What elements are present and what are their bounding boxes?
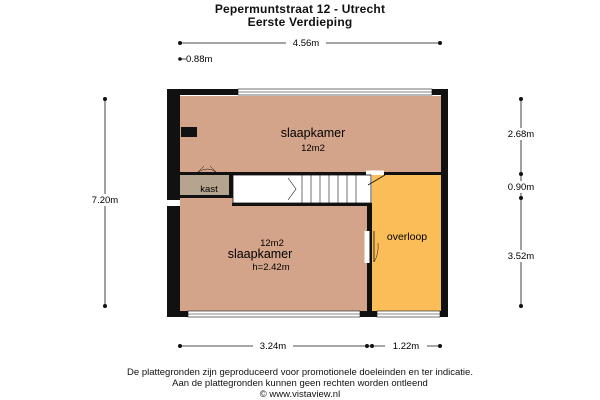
- bedroom-bottom-name: slaapkamer: [227, 247, 293, 261]
- landing-label: overloop: [386, 231, 428, 243]
- bedroom-bottom-area-label: 12m2: [260, 238, 284, 249]
- closet-label: kast: [200, 184, 218, 195]
- dimension-bottom-right-label: 1.22m: [392, 341, 420, 352]
- landing-area: [372, 175, 441, 311]
- dimension-total-height-label: 7.20m: [91, 195, 119, 206]
- dimension-middle-height-label: 0.90m: [507, 182, 535, 193]
- disclaimer-line-1: De plattegronden zijn geproduceerd voor promotionele doeleinden en ter indicatie.: [127, 367, 473, 378]
- dimension-small-offset-label: 0.88m: [186, 54, 213, 65]
- dimension-total-width: [178, 37, 442, 49]
- dimension-total-height: [86, 97, 126, 308]
- plan-title: Pepermuntstraat 12 - Utrecht: [214, 2, 386, 16]
- dimension-bottom-widths: [178, 340, 442, 352]
- bedroom-bottom-height-label: h=2.42m: [252, 262, 290, 273]
- dimension-small-offset: [178, 54, 212, 65]
- copyright-link[interactable]: © www.vistaview.nl: [259, 389, 341, 400]
- staircase: [233, 175, 371, 203]
- dimension-upper-height-label: 2.68m: [507, 129, 535, 140]
- bedroom-top-name: slaapkamer: [280, 126, 346, 140]
- floor-subtitle: Eerste Verdieping: [247, 15, 353, 29]
- dimension-right-heights: [502, 97, 542, 308]
- bedroom-top-area-label: 12m2: [301, 143, 325, 154]
- disclaimer-line-2: Aan de plattegronden kunnen geen rechten worden ontleend: [172, 378, 428, 389]
- dimension-total-width-label: 4.56m: [292, 38, 320, 49]
- dimension-lower-height-label: 3.52m: [507, 251, 535, 262]
- dimension-bottom-left-label: 3.24m: [259, 341, 287, 352]
